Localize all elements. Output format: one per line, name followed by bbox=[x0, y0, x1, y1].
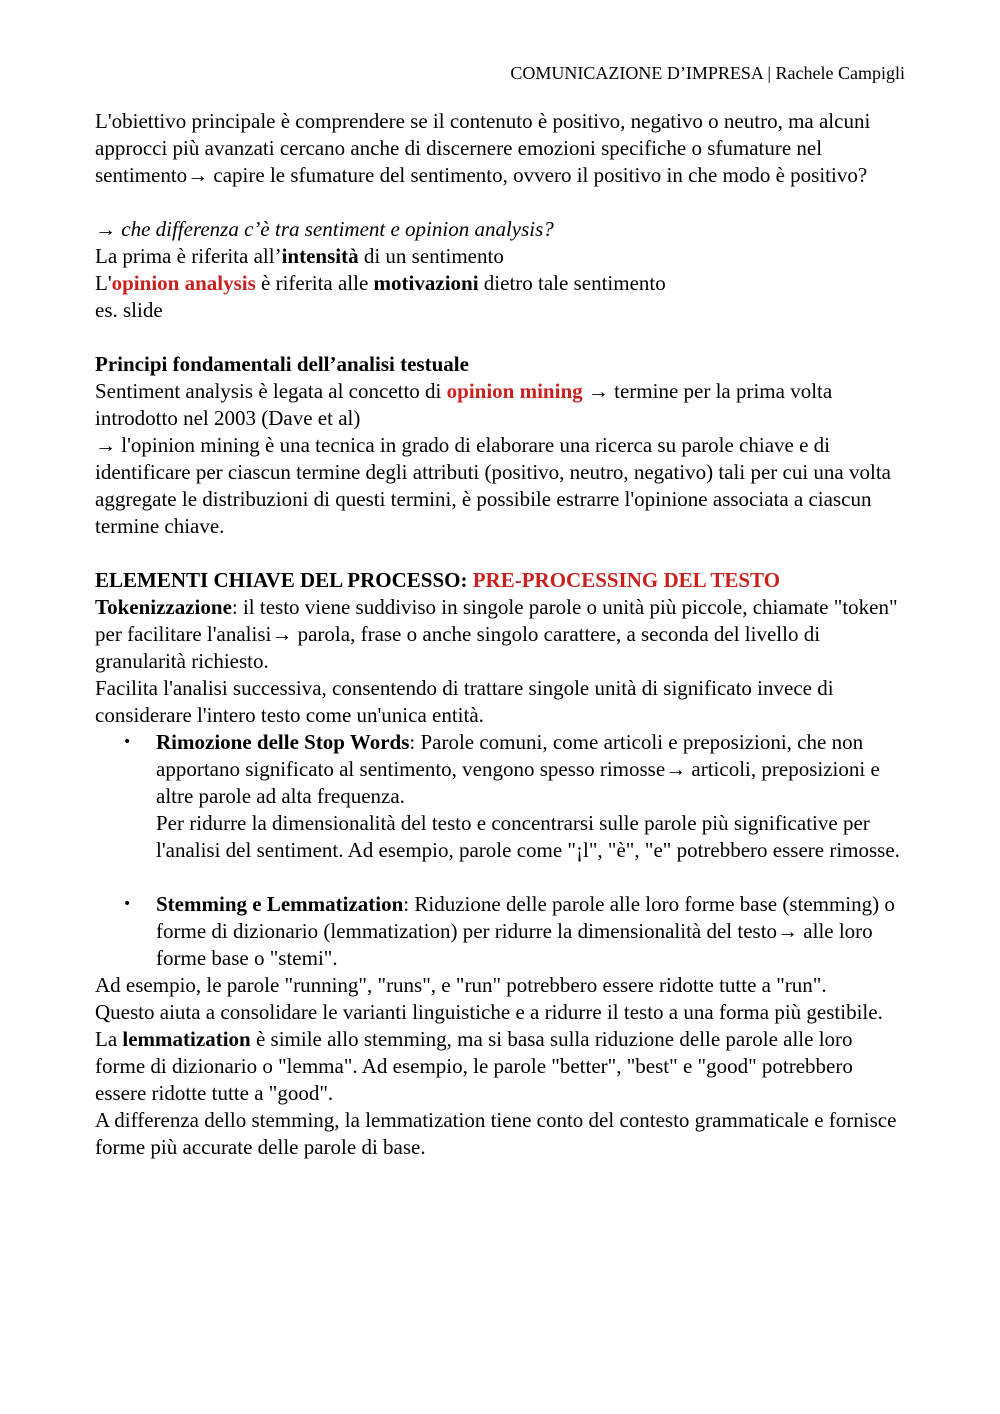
opinion-mining-definition: → l'opinion mining è una tecnica in grado di elaborare una ricerca su parole chiave e di identificare per ciascun termine degli attributi (positivo, neutro, negativo) tali per cui una volta aggregate le distribuzioni di questi termini, è possibile estrarre l'opinione associata a ciascun termine chiave. bbox=[95, 433, 891, 538]
text-run: Sentiment analysis è legata al concetto di bbox=[95, 379, 447, 403]
difference-paragraph: A differenza dello stemming, la lemmatization tiene conto del contesto grammaticale e fornisce forme più accurate delle parole di base. bbox=[95, 1108, 897, 1159]
keyword-opinion-analysis: opinion analysis bbox=[111, 271, 256, 295]
text-run: è simile allo stemming, ma si basa sulla riduzione delle parole alle loro forme di dizionario o "lemma". Ad esempio, le parole "better", "best" e "good" potrebbero essere ridotte tutte a "good". bbox=[95, 1027, 853, 1105]
bullet-icon: • bbox=[123, 734, 132, 750]
keyword-stemming-lemmatization: Stemming e Lemmatization bbox=[156, 892, 404, 916]
spacer bbox=[95, 189, 905, 216]
section-heading-elementi bbox=[95, 567, 905, 594]
keyword-motivazioni: motivazioni bbox=[373, 271, 479, 295]
page-body bbox=[95, 108, 905, 1161]
text-run: di un sentimento bbox=[358, 244, 504, 268]
tokenization-paragraph bbox=[95, 594, 905, 675]
stop-words-note: Per ridurre la dimensionalità del testo e concentrarsi sulle parole più significative per l'analisi del sentiment. Ad esempio, parole come "¡l", "è", "e" potrebbero essere rimosse. bbox=[156, 811, 900, 862]
text-run: L' bbox=[95, 271, 112, 295]
spacer bbox=[95, 324, 905, 351]
keyword-tokenizzazione: Tokenizzazione bbox=[95, 595, 232, 619]
bullet-list bbox=[95, 729, 905, 972]
keyword-lemmatization: lemmatization bbox=[122, 1027, 251, 1051]
spacer bbox=[95, 540, 905, 567]
text-run: La prima è riferita all’ bbox=[95, 244, 282, 268]
text-run: La bbox=[95, 1027, 123, 1051]
tokenization-followup: Facilita l'analisi successiva, consentendo di trattare singole unità di significato invece di considerare l'intero testo come un'unica entità. bbox=[95, 676, 834, 727]
question-text: che differenza c’è tra sentiment e opinion analysis? bbox=[121, 217, 554, 241]
keyword-intensita: intensità bbox=[281, 244, 359, 268]
keyword-opinion-mining: opinion mining bbox=[446, 379, 583, 403]
running-example-paragraph: Ad esempio, le parole "running", "runs", e "run" potrebbero essere ridotte tutte a "run". bbox=[95, 973, 827, 997]
list-item-stop-words bbox=[95, 729, 905, 891]
text-run: : Riduzione delle parole alle loro forme base (stemming) o forme di dizionario (lemmatization) per ridurre la dimensionalità del testo→ alle loro forme base o "stemi". bbox=[156, 892, 895, 970]
spacer bbox=[156, 864, 905, 891]
text-run: → termine per la prima volta introdotto nel 2003 (Dave et al) bbox=[95, 379, 833, 430]
intro-paragraph: L'obiettivo principale è comprendere se il contenuto è positivo, negativo o neutro, ma alcuni approcci più avanzati cercano anche di discernere emozioni specifiche o sfumature nel sentimento→ capire le sfumature del sentimento, ovvero il positivo in che modo è positivo? bbox=[95, 109, 871, 187]
slide-reference: es. slide bbox=[95, 298, 163, 322]
keyword-stop-words: Rimozione delle Stop Words bbox=[156, 730, 410, 754]
opinion-line bbox=[95, 270, 905, 297]
intensity-line bbox=[95, 243, 905, 270]
heading-highlight: PRE-PROCESSING DEL TESTO bbox=[472, 568, 781, 592]
consolidate-paragraph: Questo aiuta a consolidare le varianti linguistiche e a ridurre il testo a una forma più gestibile. bbox=[95, 1000, 883, 1024]
bullet-icon: • bbox=[123, 896, 132, 912]
heading-run: ELEMENTI CHIAVE DEL PROCESSO: bbox=[95, 568, 473, 592]
text-run: : il testo viene suddiviso in singole parole o unità più piccole, chiamate "token" per facilitare l'analisi→ parola, frase o anche singolo carattere, a seconda del livello di granularità richiesto. bbox=[95, 595, 898, 673]
arrow-icon: → bbox=[95, 217, 116, 241]
lemmatization-paragraph bbox=[95, 1026, 905, 1107]
running-header: COMUNICAZIONE D’IMPRESA | Rachele Campigli bbox=[510, 63, 905, 83]
text-run: dietro tale sentimento bbox=[478, 271, 666, 295]
list-item-stemming bbox=[95, 891, 905, 972]
text-run: : Parole comuni, come articoli e preposizioni, che non apportano significato al sentimento, vengono spesso rimosse→ articoli, preposizioni e altre parole ad alta frequenza. bbox=[156, 730, 880, 808]
section-heading-principi: Principi fondamentali dell’analisi testuale bbox=[95, 352, 469, 376]
text-run: è riferita alle bbox=[255, 271, 374, 295]
question-line bbox=[95, 216, 905, 243]
opinion-mining-paragraph bbox=[95, 378, 905, 432]
